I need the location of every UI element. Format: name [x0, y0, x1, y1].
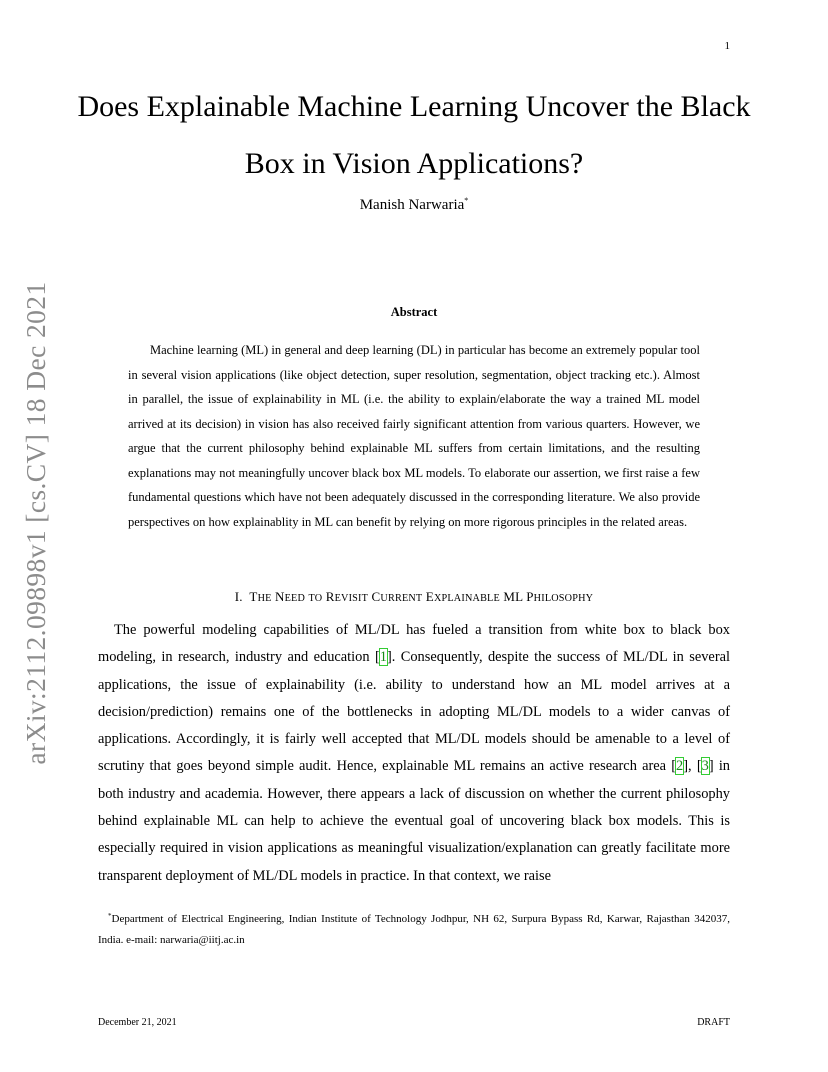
author-footnote-mark: * [464, 196, 469, 205]
abstract-body: Machine learning (ML) in general and deep learning (DL) in particular has become an extremely popular tool in several vision applications (like object detection, super resolution, segmentation, object tracking etc.). Almost in parallel, the issue of explainability in ML (i.e. the ability to explain/elaborate the way a trained ML model arrived at its decision) in vision has also received fairly significant attention from various quarters. However, we argue that the current philosophy behind explainable ML suffers from certain limitations, and the resulting explanations may not meaningfully uncover black box ML models. To elaborate our assertion, we first raise a few fundamental questions which have not been adequately discussed in the corresponding literature. We also provide perspectives on how explainablity in ML can benefit by relying on more rigorous principles in the related areas. [128, 343, 700, 529]
section-title-word: THE [249, 589, 272, 604]
section-heading [0, 589, 828, 605]
footnote-mark: * [108, 912, 112, 920]
affiliation-footnote [98, 906, 730, 951]
section-body-paragraph [98, 617, 730, 890]
section-title-word: REVISIT [325, 589, 369, 604]
section-number: I. [234, 589, 243, 604]
section-title-word: CURRENT [371, 589, 423, 604]
section-title [249, 589, 593, 604]
page-number: 1 [724, 40, 730, 52]
section-title-word: TO [308, 593, 323, 604]
body-text-part: ]. Consequently, despite the success of ML/DL in several applications, the issue of explainability (i.e. ability to understand how an ML model arrives at a decision/prediction) remains one of the bottlenecks in adopting ML/DL models to a wider canvas of applications. Accordingly, it is fairly well accepted that ML/DL models should be amenable to a level of scrutiny that goes beyond simple audit. Hence, explainable ML remains an active research area [ [98, 649, 730, 775]
citation-link-3[interactable]: 3 [701, 758, 709, 775]
footnote-text: Department of Electrical Engineering, Indian Institute of Technology Jodhpur, NH 62, Surpura Bypass Rd, Karwar, Rajasthan 342037, India. e-mail: narwaria@iitj.ac.in [98, 913, 730, 946]
body-text-part: ], [ [683, 758, 702, 775]
section-title-word: PHILOSOPHY [526, 589, 594, 604]
section-title-word: NEED [275, 589, 306, 604]
footer-draft-label: DRAFT [697, 1017, 730, 1028]
author-name: Manish Narwaria [359, 197, 465, 213]
arxiv-identifier-text: arXiv:2112.09898v1 [cs.CV] 18 Dec 2021 [20, 281, 51, 765]
footer-date: December 21, 2021 [98, 1017, 177, 1028]
author-line [0, 196, 828, 214]
section-title-word: ML [503, 589, 523, 604]
abstract-heading: Abstract [390, 305, 438, 319]
body-text-part: ] in both industry and academia. However, there appears a lack of discussion on whether the current philosophy behind explainable ML can help to achieve the eventual goal of uncovering black box models. This is especially required in vision applications as meaningful visualization/explanation can greatly facilitate more transparent deployment of ML/DL models in practice. In that context, we raise [98, 758, 731, 884]
section-title-word: EXPLAINABLE [425, 589, 500, 604]
citation-link-2[interactable]: 2 [676, 758, 684, 775]
body-text-part: The powerful modeling capabilities of ML/DL has fueled a transition from white box to black box modeling, in research, industry and education [ [98, 622, 730, 666]
paper-title: Does Explainable Machine Learning Uncover the Black Box in Vision Applications? [77, 90, 751, 180]
citation-link-1[interactable]: 1 [379, 649, 387, 666]
